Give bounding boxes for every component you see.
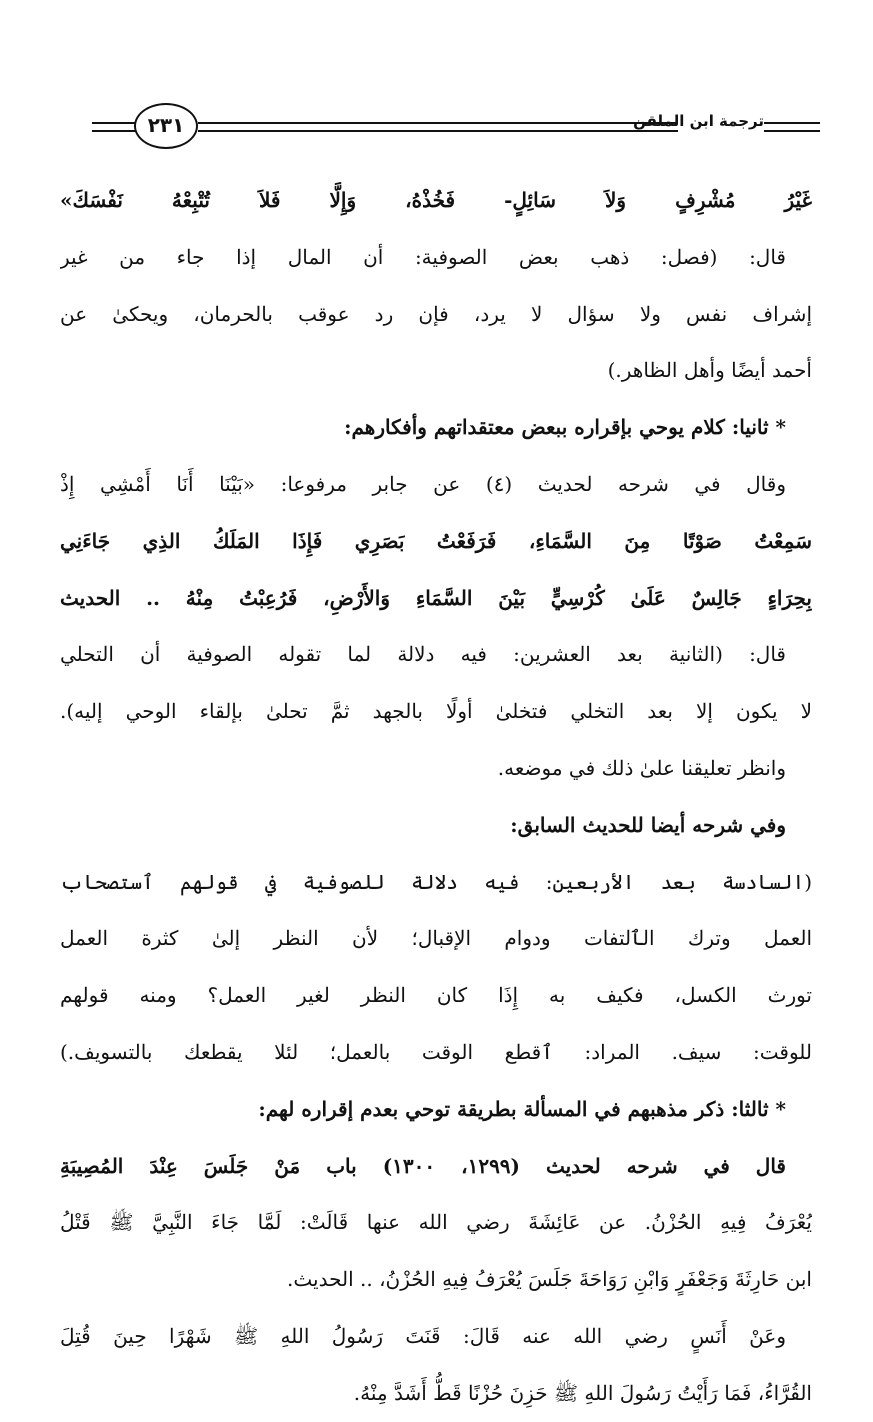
running-title: ترجمة ابن الملقن xyxy=(633,112,764,130)
text-line: ابن حَارِثَةَ وَجَعْفَرٍ وَابْنِ رَوَاحَةَ جَلَسَ يُعْرَفُ فِيهِ الحُزْنُ، .. الحديث. xyxy=(287,1267,812,1292)
text-line: إشراف نفس ولا سؤال لا يرد، فإن رد عوقب بالحرمان، ويحكىٰ عن xyxy=(60,301,812,326)
header-rule-right xyxy=(764,122,820,124)
text-line: قال: (الثانية بعد العشرين: فيه دلالة لما تقوله الصوفية أن التحلي xyxy=(60,642,786,667)
text-line: تورث الكسل، فكيف به إِذَا كان النظر لغير العمل؟ ومنه قولهم xyxy=(60,983,812,1008)
text-line: بِحِرَاءٍ جَالِسٌ عَلَىٰ كُرْسِيٍّ بَيْنَ السَّمَاءِ وَالأَرْضِ، فَرُعِبْتُ مِنْهُ .. الحديث xyxy=(60,585,812,610)
text-line: غَيْرُ مُشْرِفٍ وَلاَ سَائِلٍ- فَخُذْهُ، وَإِلَّا فَلاَ تُتْبِعْهُ نَفْسَكَ» xyxy=(60,188,812,212)
text-line: يُعْرَفُ فِيهِ الحُزْنُ. عن عَائِشَةَ رضي الله عنها قَالَتْ: لَمَّا جَاءَ النَّبِيَّ ﷺ قَتْلُ xyxy=(60,1210,812,1235)
body-text xyxy=(60,172,812,1422)
header-rule-left xyxy=(92,122,138,124)
text-line: أحمد أيضًا وأهل الظاهر.) xyxy=(607,358,812,383)
text-line: وفي شرحه أيضا للحديث السابق: xyxy=(510,812,786,837)
text-line: سَمِعْتُ صَوْتًا مِنَ السَّمَاءِ، فَرَفَعْتُ بَصَرِي فَإِذَا المَلَكُ الذِي جَاءَنِي xyxy=(60,528,812,553)
text-line: قال: (فصل: ذهب بعض الصوفية: أن المال إذا جاء من غير xyxy=(60,244,786,269)
text-line: وانظر تعليقنا علىٰ ذلك في موضعه. xyxy=(497,755,786,780)
header-rule-middle xyxy=(198,130,678,132)
text-line: لا يكون إلا بعد التخلي فتخلىٰ أولًا بالجهد ثمَّ تحلىٰ بإلقاء الوحي إليه). xyxy=(60,699,812,724)
running-header xyxy=(92,98,820,160)
text-line: للوقت: سيف. المراد: ٱقطع الوقت بالعمل؛ لئلا يقطعك بالتسويف.) xyxy=(60,1039,812,1064)
text-line: (السادسة بعد الأربعين: فيه دلالة للصوفية في قولهم ٱستصحاب xyxy=(60,869,812,894)
text-line: وقال في شرحه لحديث (٤) عن جابر مرفوعا: «بَيْنَا أَنَا أَمْشِي إِذْ xyxy=(60,471,786,496)
text-line: قال في شرحه لحديث (١٢٩٩، ١٣٠٠) باب مَنْ جَلَسَ عِنْدَ المُصِيبَةِ xyxy=(60,1153,786,1178)
header-rule-right xyxy=(764,130,820,132)
header-rule-left xyxy=(92,130,138,132)
text-line: العمل وترك الٱلتفات ودوام الإقبال؛ لأن النظر إلىٰ كثرة العمل xyxy=(60,926,812,951)
text-line: * ثانيا: كلام يوحي بإقراره ببعض معتقداتهم وأفكارهم: xyxy=(344,415,786,440)
header-rule-middle xyxy=(198,122,678,124)
text-line: القُرَّاءُ، فَمَا رَأَيْتُ رَسُولَ اللهِ ﷺ حَزِنَ حُزْنًا قَطُّ أَشَدَّ مِنْهُ. xyxy=(353,1380,812,1405)
text-line: وعَنْ أَنَسٍ رضي الله عنه قَالَ: قَنَتَ رَسُولُ اللهِ ﷺ شَهْرًا حِينَ قُتِلَ xyxy=(60,1323,786,1348)
text-line: * ثالثا: ذكر مذهبهم في المسألة بطريقة توحي بعدم إقراره لهم: xyxy=(258,1096,786,1121)
page-number: ٢٣١ xyxy=(134,103,198,149)
